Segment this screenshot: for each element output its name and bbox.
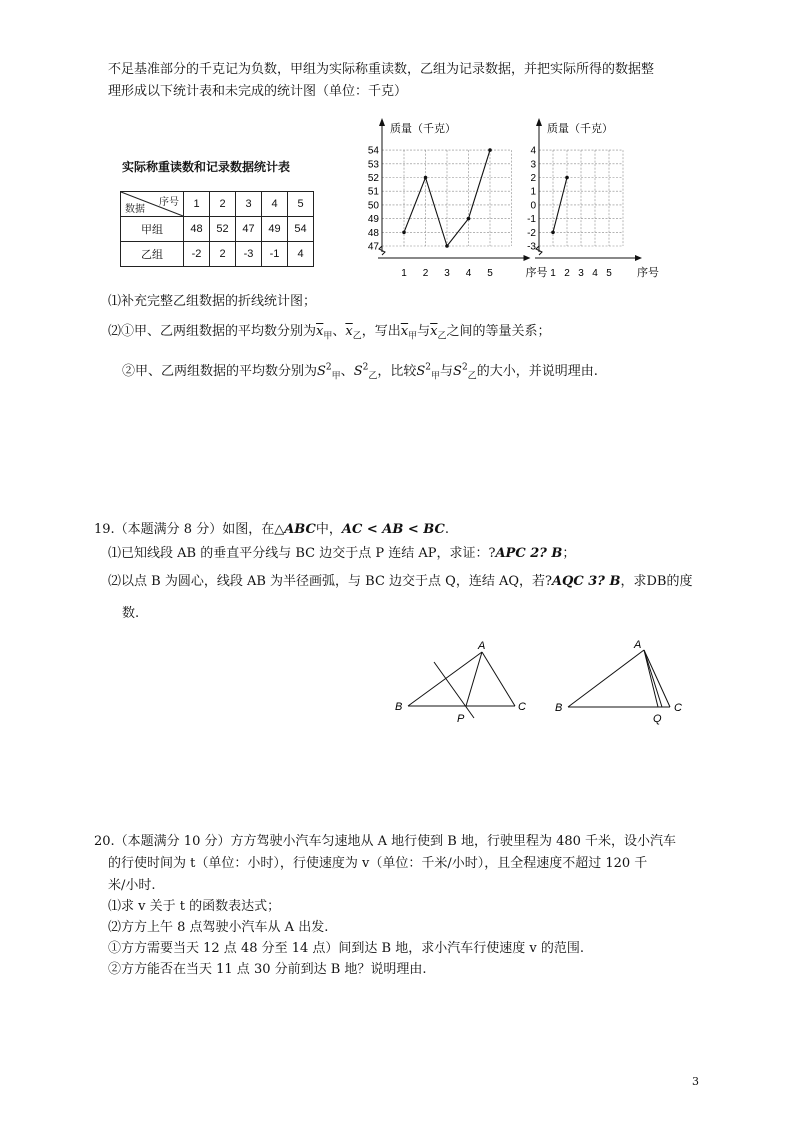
table-cell: 47 xyxy=(236,217,262,242)
q18-part3-text: 、 xyxy=(340,364,354,379)
data-point xyxy=(488,148,492,152)
point-b-label: B xyxy=(555,702,563,714)
q18-part1: ⑴补充完整乙组数据的折线统计图； xyxy=(108,294,317,309)
data-point xyxy=(424,176,428,180)
y-tick-label: 52 xyxy=(367,173,379,184)
mean-sub: 乙 xyxy=(352,331,362,342)
point-q-label: Q xyxy=(653,713,662,725)
data-point xyxy=(551,231,555,235)
data-point xyxy=(467,217,471,221)
q19-heading-text: 19.（本题满分 8 分）如图，在 xyxy=(94,522,275,537)
table-cell: 4 xyxy=(288,242,314,267)
stat-table xyxy=(120,191,314,267)
y-axis-label: 质量（千克） xyxy=(390,123,456,135)
triangle-abc-2 xyxy=(568,650,670,707)
q20-line-2: 的行使时间为 t（单位：小时），行使速度为 v（单位：千米/小时），且全程速度不超过 120 千 xyxy=(108,856,648,871)
x-tick-label: 5 xyxy=(487,268,493,279)
col-header: 4 xyxy=(262,192,288,217)
col-header: 5 xyxy=(288,192,314,217)
table-title: 实际称重读数和记录数据统计表 xyxy=(122,160,291,174)
y-tick-label: -2 xyxy=(527,227,536,239)
q18-part2-text: ，写出 xyxy=(361,324,401,339)
y-tick-label: 49 xyxy=(367,214,379,226)
q18-part2-text: 、 xyxy=(332,324,346,339)
mean-symbol: $\overline{x}$ xyxy=(316,324,324,339)
mean-symbol: $\overline{x}$ xyxy=(400,324,409,339)
triangle-label: △ABC xyxy=(274,522,316,537)
x-tick-label: 1 xyxy=(550,268,556,279)
y-tick-label: 4 xyxy=(530,145,536,157)
mean-sub: 乙 xyxy=(437,331,447,342)
intro-line-2: 理形成以下统计表和未完成的统计图（单位：千克） xyxy=(108,84,408,99)
row-label: 甲组 xyxy=(121,217,184,242)
table-corner-cell xyxy=(121,192,184,217)
x-tick-label: 3 xyxy=(578,268,584,279)
mean-symbol: $\overline{x}$ xyxy=(345,324,353,339)
table-row xyxy=(121,242,314,267)
mean-symbol: $\overline{x}$ xyxy=(430,324,438,339)
col-header: 1 xyxy=(184,192,210,217)
x-tick-label: 4 xyxy=(465,268,472,279)
angle-expression: APC 2? B xyxy=(495,546,563,561)
y-tick-label: 53 xyxy=(367,159,379,171)
q19-part1 xyxy=(108,542,575,561)
q19-part2-cont: 数. xyxy=(122,606,140,621)
q18-part3 xyxy=(122,360,598,382)
q19-part2 xyxy=(108,570,692,589)
q19-part1-text: ⑴已知线段 AB 的垂直平分线与 BC 边交于点 P 连结 AP，求证：? xyxy=(108,546,496,561)
table-cell: -2 xyxy=(184,242,210,267)
y-tick-label: 1 xyxy=(530,186,536,198)
q19-heading xyxy=(94,518,449,537)
q18-part2-text: ⑵①甲、乙两组数据的平均数分别为 xyxy=(108,324,317,339)
y-tick-label: 3 xyxy=(530,159,536,171)
variance-sub: 甲 xyxy=(331,371,341,382)
y-tick-label: 50 xyxy=(367,200,379,212)
variance-sub: 乙 xyxy=(467,371,477,382)
y-axis-label: 质量（千克） xyxy=(547,123,613,135)
figure-triangle-p xyxy=(390,636,540,730)
q19-part2-text: ⑵以点 B 为圆心，线段 AB 为半径画弧，与 BC 边交于点 Q，连结 AQ，若? xyxy=(108,574,552,589)
y-tick-label: 2 xyxy=(530,173,536,184)
variance-symbol: S xyxy=(416,364,426,379)
y-tick-label: 54 xyxy=(367,145,379,157)
segment-label: DB xyxy=(646,574,667,589)
q20-line-7: ②方方能否在当天 11 点 30 分前到达 B 地？说明理由. xyxy=(108,962,427,977)
variance-symbol: S xyxy=(353,364,363,379)
perpendicular-bisector xyxy=(434,662,474,718)
data-point xyxy=(565,176,569,180)
variance-sup: 2 xyxy=(425,362,431,373)
q20-line-4: ⑴求 v 关于 t 的函数表达式； xyxy=(108,899,281,914)
point-c-label: C xyxy=(674,702,682,714)
x-tick-label: 2 xyxy=(422,268,429,279)
q20-line-6: ①方方需要当天 12 点 48 分至 14 点）间到达 B 地，求小汽车行使速度 v 的范围. xyxy=(108,941,584,956)
corner-top-label: 序号 xyxy=(159,197,179,208)
point-b-label: B xyxy=(395,701,403,713)
y-axis-arrow xyxy=(536,118,542,126)
variance-sup: 2 xyxy=(461,362,468,373)
table-cell: 54 xyxy=(288,217,314,242)
variance-symbol: S xyxy=(317,364,326,379)
q20-line-1: 20.（本题满分 10 分）方方驾驶小汽车匀速地从 A 地行使到 B 地，行驶里程为 480 千米，设小汽车 xyxy=(94,834,677,849)
triangle-abc xyxy=(408,652,515,706)
intro-line-1: 不足基准部分的千克记为负数，甲组为实际称重读数，乙组为记录数据，并把实际所得的数据整 xyxy=(108,62,655,77)
variance-sub: 甲 xyxy=(431,371,441,382)
q18-part3-text: ，比较 xyxy=(377,364,417,379)
q18-part3-text: 的大小，并说明理由. xyxy=(476,364,598,379)
q19-part2-text: 的度 xyxy=(666,574,693,589)
point-a-label: A xyxy=(478,640,486,652)
q20-line-5: ⑵方方上午 8 点驾驶小汽车从 A 出发. xyxy=(108,920,329,935)
q18-part2-text: 与 xyxy=(417,324,431,339)
col-header: 3 xyxy=(236,192,262,217)
angle-expression: AQC 3? B xyxy=(551,574,621,589)
x-tick-label: 4 xyxy=(592,268,598,279)
point-p-label: P xyxy=(457,713,465,725)
mean-sub: 甲 xyxy=(408,331,418,342)
chart-jia xyxy=(352,116,548,280)
table-cell: 52 xyxy=(210,217,236,242)
data-point xyxy=(445,244,449,248)
y-tick-label: -1 xyxy=(527,214,536,226)
x-tick-label: 5 xyxy=(606,268,612,279)
y-tick-label: 0 xyxy=(530,200,536,212)
variance-sup: 2 xyxy=(362,362,369,373)
y-tick-label: 47 xyxy=(367,241,379,253)
y-axis-arrow xyxy=(379,118,385,126)
y-tick-label: 48 xyxy=(367,227,379,239)
x-axis-label: 序号 xyxy=(525,267,548,279)
table-cell: -1 xyxy=(262,242,288,267)
table-cell: 49 xyxy=(262,217,288,242)
chart-yi xyxy=(515,116,659,280)
x-axis-arrow xyxy=(635,255,642,261)
table-row xyxy=(121,217,314,242)
q18-part3-text: ②甲、乙两组数据的平均数分别为 xyxy=(122,364,318,379)
inequality: AC < AB < BC xyxy=(341,522,445,537)
table-cell: -3 xyxy=(236,242,262,267)
y-tick-label: 51 xyxy=(367,186,379,198)
x-tick-label: 2 xyxy=(564,268,570,279)
table-cell: 2 xyxy=(210,242,236,267)
q19-heading-text: 中， xyxy=(315,522,342,537)
table-header-row xyxy=(121,192,314,217)
q18-part3-text: 与 xyxy=(440,364,454,379)
q20-line-3: 米/小时. xyxy=(108,878,156,893)
point-a-label: A xyxy=(634,639,642,651)
variance-symbol: S xyxy=(453,364,462,379)
table-cell: 48 xyxy=(184,217,210,242)
figure-triangle-q xyxy=(548,632,693,730)
row-label: 乙组 xyxy=(121,242,184,267)
point-c-label: C xyxy=(518,701,526,713)
q19-heading-text: . xyxy=(444,522,450,537)
q19-part2-text: ，求 xyxy=(620,574,647,589)
grid xyxy=(382,150,512,246)
variance-sub: 乙 xyxy=(368,371,378,382)
page-number: 3 xyxy=(692,1075,699,1088)
x-axis-label: 序号 xyxy=(637,267,659,279)
variance-sup: 2 xyxy=(325,362,332,373)
q18-part2-text: 之间的等量关系； xyxy=(446,324,551,339)
y-tick-label: -3 xyxy=(527,241,536,253)
mean-sub: 甲 xyxy=(323,331,333,342)
col-header: 2 xyxy=(210,192,236,217)
x-tick-label: 3 xyxy=(444,268,450,279)
corner-bottom-label: 数据 xyxy=(125,204,145,215)
q19-part1-text: ； xyxy=(562,546,576,561)
data-point xyxy=(402,231,406,235)
q18-part2 xyxy=(108,320,551,342)
x-tick-label: 1 xyxy=(401,268,407,279)
